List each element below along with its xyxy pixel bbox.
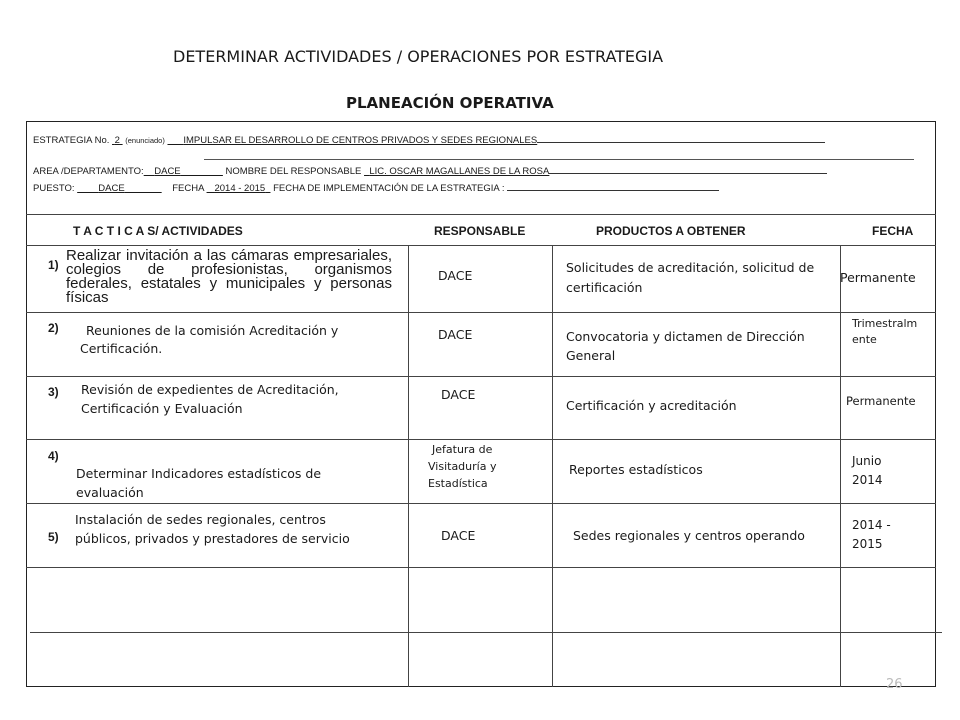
row-5-actividad-line-1: Instalación de sedes regionales, centros xyxy=(75,512,326,527)
responsable-value: LIC. OSCAR MAGALLANES DE LA ROSA xyxy=(369,166,550,177)
row-2-fecha-line-1: Trimestralm xyxy=(852,317,918,330)
row-5-fecha-line-1: 2014 - xyxy=(852,518,891,532)
row-5-actividad-line-2: públicos, privados y prestadores de servicio xyxy=(75,531,350,546)
area-line xyxy=(33,164,827,177)
estrategia-continuation-line xyxy=(204,159,914,160)
row-1-actividad: Realizar invitación a las cámaras empresariales, colegios de profesionistas, organismos federales, estatales y municipales y personas físicas xyxy=(66,247,392,306)
implementacion-fill-line xyxy=(507,181,719,191)
puesto-value: DACE xyxy=(98,183,125,194)
area-label: AREA /DEPARTAMENTO: xyxy=(33,166,144,177)
row-4-fecha-line-1: Junio xyxy=(852,454,882,468)
header-divider-top xyxy=(26,214,936,215)
row-divider-3 xyxy=(26,439,936,440)
estrategia-text: IMPULSAR EL DESARROLLO DE CENTROS PRIVADOS Y SEDES REGIONALES xyxy=(183,135,538,146)
estrategia-number: 2 xyxy=(114,135,120,146)
row-3-actividad-line-1: Revisión de expedientes de Acreditación, xyxy=(81,382,339,397)
row-2-producto-line-2: General xyxy=(566,348,616,363)
row-2-fecha-line-2: ente xyxy=(852,333,877,346)
estrategia-line xyxy=(33,133,825,146)
row-2-actividad-line-1: Reuniones de la comisión Acreditación y xyxy=(86,323,339,338)
col-divider-1 xyxy=(408,245,409,687)
row-4-fecha-line-2: 2014 xyxy=(852,473,883,487)
row-1-number: 1) xyxy=(48,258,59,272)
fecha-label: FECHA xyxy=(172,183,204,194)
header-productos: PRODUCTOS A OBTENER xyxy=(596,224,746,238)
page-subtitle: PLANEACIÓN OPERATIVA xyxy=(346,94,554,112)
row-4-actividad-line-1: Determinar Indicadores estadísticos de xyxy=(76,466,322,481)
row-5-producto: Sedes regionales y centros operando xyxy=(573,528,805,543)
page-title: DETERMINAR ACTIVIDADES / OPERACIONES POR ESTRATEGIA xyxy=(173,47,664,66)
row-4-responsable-line-2: Visitaduría y xyxy=(428,460,497,473)
row-divider-2 xyxy=(26,376,936,377)
row-2-number: 2) xyxy=(48,321,59,335)
col-divider-2 xyxy=(552,245,553,687)
row-5-responsable: DACE xyxy=(441,528,476,543)
row-1-fecha: Permanente xyxy=(840,270,916,285)
row-3-producto: Certificación y acreditación xyxy=(566,398,737,413)
row-4-actividad-line-2: evaluación xyxy=(76,485,144,500)
row-divider-5 xyxy=(26,567,936,568)
header-tacticas: T A C T I C A S/ ACTIVIDADES xyxy=(73,224,243,238)
estrategia-fill-line xyxy=(537,133,825,143)
row-divider-1 xyxy=(26,312,936,313)
row-2-responsable: DACE xyxy=(438,327,473,342)
header-responsable: RESPONSABLE xyxy=(434,224,526,238)
row-3-number: 3) xyxy=(48,385,59,399)
row-divider-6 xyxy=(30,632,942,633)
row-2-actividad-line-2: Certificación. xyxy=(80,341,163,356)
header-fecha: FECHA xyxy=(872,224,914,238)
row-4-responsable-line-3: Estadística xyxy=(428,477,488,490)
header-divider-bottom xyxy=(26,245,936,246)
puesto-line xyxy=(33,181,719,194)
row-4-responsable-line-1: Jefatura de xyxy=(432,443,493,456)
enunciado-label: (enunciado) xyxy=(125,136,165,145)
row-3-actividad-line-2: Certificación y Evaluación xyxy=(81,401,243,416)
estrategia-label: ESTRATEGIA No. xyxy=(33,135,110,146)
fecha-value: 2014 - 2015 xyxy=(214,183,266,194)
row-4-producto: Reportes estadísticos xyxy=(569,462,703,477)
row-4-number: 4) xyxy=(48,449,59,463)
page-number: 26 xyxy=(886,677,903,692)
responsable-label: NOMBRE DEL RESPONSABLE xyxy=(225,166,362,177)
implementacion-label: FECHA DE IMPLEMENTACIÓN DE LA ESTRATEGIA : xyxy=(273,183,505,194)
row-5-number: 5) xyxy=(48,530,59,544)
row-1-responsable: DACE xyxy=(438,268,473,283)
row-divider-4 xyxy=(26,503,936,504)
area-value: DACE xyxy=(154,166,181,177)
row-2-producto-line-1: Convocatoria y dictamen de Dirección xyxy=(566,329,805,344)
row-1-producto: Solicitudes de acreditación, solicitud de certificación xyxy=(566,260,815,295)
row-5-fecha-line-2: 2015 xyxy=(852,537,883,551)
responsable-fill-line xyxy=(549,164,827,174)
row-3-fecha: Permanente xyxy=(846,394,916,408)
col-divider-3 xyxy=(840,245,841,687)
puesto-label: PUESTO: xyxy=(33,183,75,194)
row-3-responsable: DACE xyxy=(441,387,476,402)
